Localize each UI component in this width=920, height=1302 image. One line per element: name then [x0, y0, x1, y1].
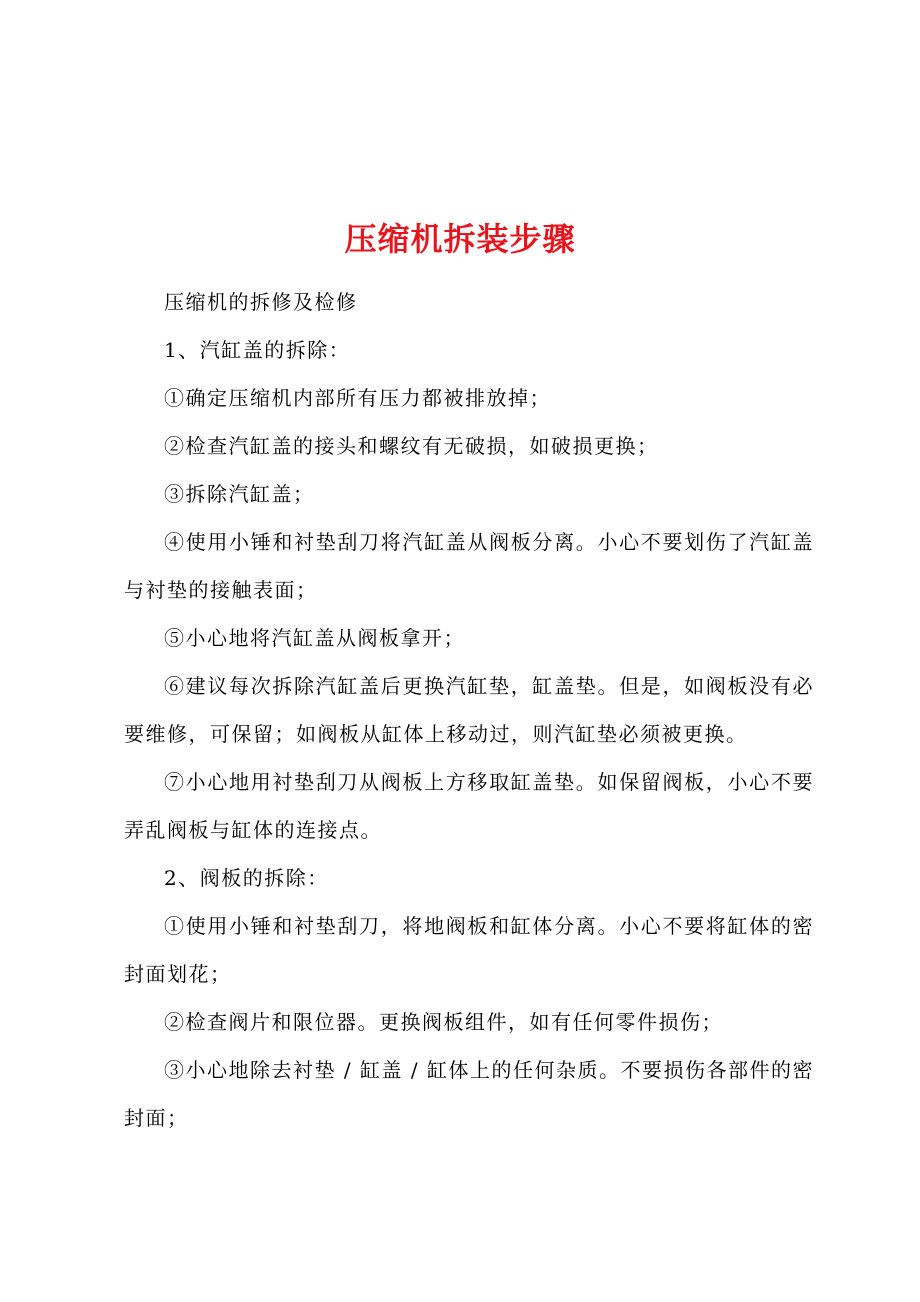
paragraph: ③拆除汽缸盖； [164, 482, 315, 506]
section-heading: 1、汽缸盖的拆除： [164, 338, 351, 362]
paragraph: ②检查汽缸盖的接头和螺纹有无破损，如破损更换； [164, 434, 659, 458]
document-title: 压缩机拆装步骤 [344, 220, 576, 259]
paragraph: ④使用小锤和衬垫刮刀将汽缸盖从阀板分离。小心不要划伤了汽缸盖与衬垫的接触表面； [124, 530, 814, 602]
paragraph: ②检查阀片和限位器。更换阀板组件，如有任何零件损伤； [164, 1010, 723, 1034]
document-body [124, 278, 814, 1142]
section-heading: 2、阀板的拆除： [164, 866, 329, 890]
paragraph: ⑥建议每次拆除汽缸盖后更换汽缸垫，缸盖垫。但是，如阀板没有必要维修，可保留；如阀板从缸体上移动过，则汽缸垫必须被更换。 [124, 674, 814, 746]
paragraph: ③小心地除去衬垫 / 缸盖 / 缸体上的任何杂质。不要损伤各部件的密封面； [124, 1058, 814, 1130]
paragraph: ⑦小心地用衬垫刮刀从阀板上方移取缸盖垫。如保留阀板，小心不要弄乱阀板与缸体的连接点。 [124, 770, 814, 842]
paragraph: ①使用小锤和衬垫刮刀，将地阀板和缸体分离。小心不要将缸体的密封面划花； [124, 914, 814, 986]
paragraph: 压缩机的拆修及检修 [164, 290, 358, 314]
paragraph: ⑤小心地将汽缸盖从阀板拿开； [164, 626, 465, 650]
paragraph: ①确定压缩机内部所有压力都被排放掉； [164, 386, 551, 410]
